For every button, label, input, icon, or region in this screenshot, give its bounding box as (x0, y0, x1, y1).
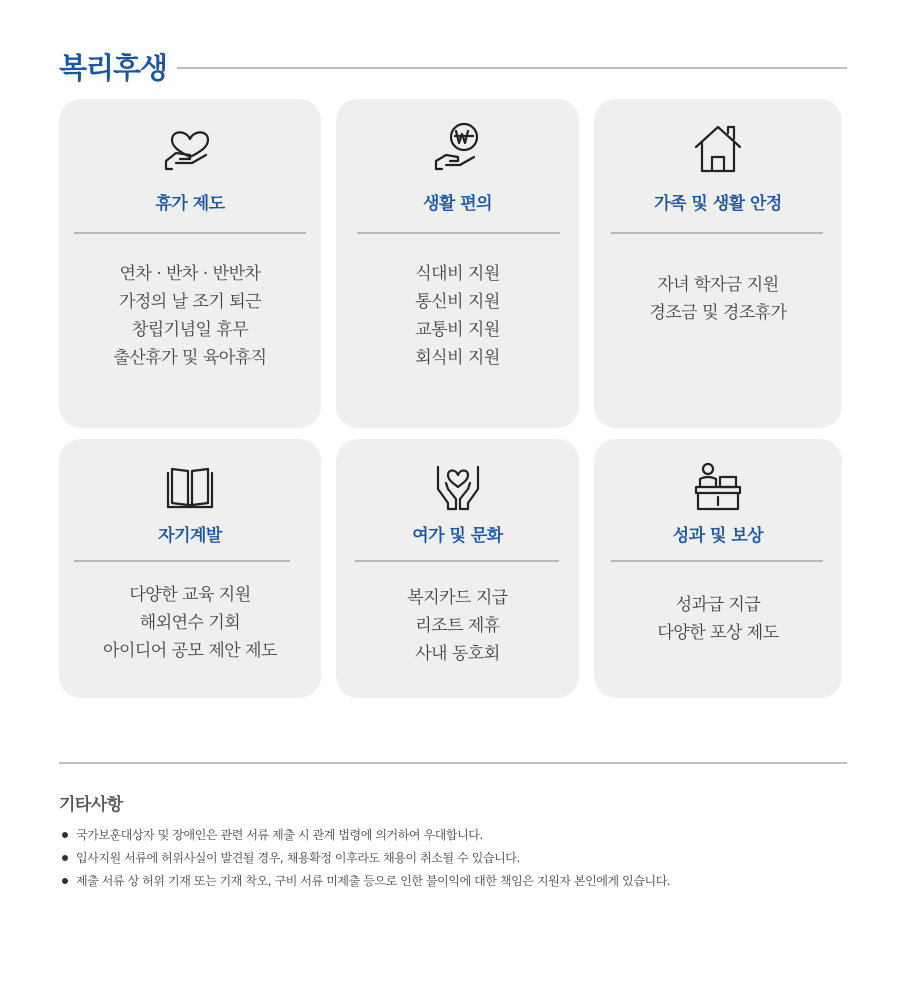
list-item: 다양한 교육 지원 (129, 585, 251, 605)
list-item: 해외연수 기회 (139, 613, 241, 633)
card-divider (74, 560, 290, 562)
etc-section-title: 기타사항 (59, 795, 123, 815)
card-title: 성과 및 보상 (672, 526, 764, 546)
list-item: 다양한 포상 제도 (657, 623, 779, 643)
bullet-icon (62, 832, 68, 838)
section-header (59, 44, 847, 88)
card-item-list (59, 260, 321, 372)
card-title: 휴가 제도 (155, 194, 225, 214)
benefit-card-living (336, 99, 579, 428)
note-text: 입사지원 서류에 허위사실이 발견될 경우, 채용확정 이후라도 채용이 취소될 수 있습니다. (76, 851, 520, 865)
list-item: 아이디어 공모 제안 제도 (103, 641, 277, 661)
benefit-card-vacation (59, 99, 321, 428)
card-divider (355, 560, 559, 562)
list-item: 사내 동호회 (415, 644, 500, 664)
note-text: 국가보훈대상자 및 장애인은 관련 서류 제출 시 관계 법령에 의거하여 우대합니다. (76, 828, 483, 842)
title-divider (177, 67, 847, 69)
person-at-desk-icon (688, 459, 748, 515)
card-divider (74, 232, 306, 234)
list-item: 가정의 날 조기 퇴근 (118, 292, 262, 312)
card-item-list (59, 581, 321, 665)
card-item-list (594, 591, 842, 647)
list-item: 연차 · 반차 · 반반차 (119, 264, 261, 284)
card-item-list (594, 271, 842, 327)
won-coin-hand-icon (428, 121, 488, 177)
list-item (62, 870, 670, 893)
benefit-card-leisure (336, 439, 579, 698)
section-title: 복리후생 (59, 50, 168, 85)
list-item (62, 847, 670, 870)
list-item (62, 824, 670, 847)
card-title: 가족 및 생활 안정 (654, 194, 782, 214)
heart-hand-icon (160, 121, 220, 177)
list-item: 교통비 지원 (415, 320, 500, 340)
card-divider (611, 560, 823, 562)
list-item: 자녀 학자금 지원 (657, 275, 779, 295)
list-item: 경조금 및 경조휴가 (649, 303, 787, 323)
house-icon (688, 121, 748, 177)
card-title: 생활 편의 (422, 194, 493, 214)
open-book-icon (160, 459, 220, 515)
list-item: 출산휴가 및 육아휴직 (113, 348, 267, 368)
card-title: 여가 및 문화 (412, 526, 503, 546)
card-item-list (336, 260, 579, 372)
card-title: 자기계발 (158, 526, 222, 546)
bullet-icon (62, 855, 68, 861)
bullet-icon (62, 878, 68, 884)
list-item: 복지카드 지급 (407, 588, 508, 608)
card-item-list (336, 584, 579, 668)
benefit-card-family (594, 99, 842, 428)
card-divider (357, 232, 560, 234)
section-divider (59, 762, 847, 764)
note-text: 제출 서류 상 허위 기재 또는 기재 착오, 구비 서류 미제출 등으로 인한 불이익에 대한 책임은 지원자 본인에게 있습니다. (76, 874, 671, 888)
list-item: 회식비 지원 (415, 348, 500, 368)
list-item: 통신비 지원 (415, 292, 500, 312)
hands-heart-icon (428, 459, 488, 515)
notes-list (62, 824, 670, 893)
benefit-card-reward (594, 439, 842, 698)
list-item: 창립기념일 휴무 (131, 320, 249, 340)
card-divider (611, 232, 823, 234)
list-item: 리조트 제휴 (415, 616, 500, 636)
list-item: 식대비 지원 (415, 264, 500, 284)
list-item: 성과급 지급 (675, 595, 761, 615)
benefit-card-self-development (59, 439, 321, 698)
